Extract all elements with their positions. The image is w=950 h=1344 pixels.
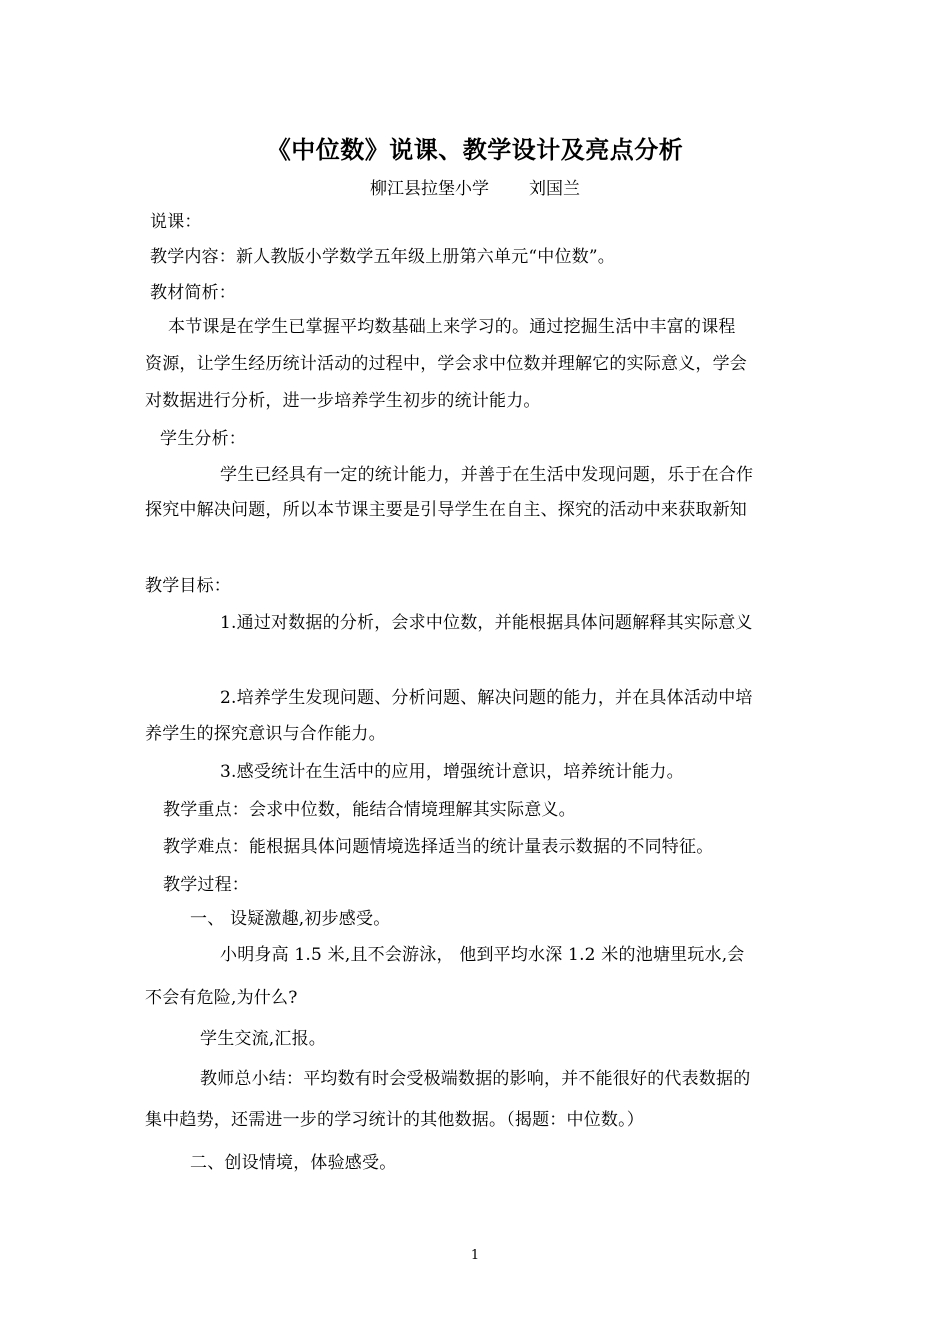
paragraph-line: 不会有危险,为什么?	[145, 988, 298, 1008]
section-heading-goals: 教学目标：	[145, 576, 231, 596]
paragraph-line: 教师总小结：平均数有时会受极端数据的影响，并不能很好的代表数据的	[200, 1069, 751, 1089]
section-heading-process: 教学过程：	[163, 875, 249, 895]
author-name: 刘国兰	[529, 179, 580, 199]
process-step: 二、创设情境，体验感受。	[190, 1153, 397, 1173]
paragraph-line: 小明身高 1.5 米,且不会游泳， 他到平均水深 1.2 米的池塘里玩水,会	[220, 945, 745, 965]
paragraph-line: 学生交流,汇报。	[200, 1029, 327, 1049]
section-heading-shuoke: 说课：	[150, 212, 202, 232]
document-title: 《中位数》说课、教学设计及亮点分析	[266, 135, 684, 164]
paragraph-line: 集中趋势，还需进一步的学习统计的其他数据。（揭题：中位数。）	[145, 1110, 644, 1130]
author-line	[0, 178, 950, 200]
page-number: 1	[470, 1248, 480, 1263]
section-heading-students: 学生分析：	[160, 429, 246, 449]
goal-item: 2.培养学生发现问题、分析问题、解决问题的能力，并在具体活动中培	[220, 688, 753, 708]
section-heading-material: 教材简析：	[150, 283, 236, 303]
paragraph-line: 学生已经具有一定的统计能力，并善于在生活中发现问题，乐于在合作	[220, 465, 754, 485]
goal-item: 1.通过对数据的分析，会求中位数，并能根据具体问题解释其实际意义	[220, 613, 753, 633]
teaching-difficulty: 教学难点：能根据具体问题情境选择适当的统计量表示数据的不同特征。	[163, 837, 714, 857]
paragraph-line: 对数据进行分析，进一步培养学生初步的统计能力。	[145, 391, 541, 411]
goal-item: 3.感受统计在生活中的应用，增强统计意识，培养统计能力。	[220, 762, 684, 782]
paragraph-line: 资源，让学生经历统计活动的过程中，学会求中位数并理解它的实际意义，学会	[145, 354, 747, 374]
paragraph-line: 本节课是在学生已掌握平均数基础上来学习的。通过挖掘生活中丰富的课程	[168, 317, 736, 337]
teaching-key-point: 教学重点：会求中位数，能结合情境理解其实际意义。	[163, 800, 576, 820]
process-step: 一、 设疑激趣,初步感受。	[190, 909, 391, 929]
paragraph-line: 养学生的探究意识与合作能力。	[145, 724, 386, 744]
teaching-content: 教学内容：新人教版小学数学五年级上册第六单元“中位数”。	[150, 247, 615, 267]
author-school: 柳江县拉堡小学	[370, 179, 489, 199]
paragraph-line: 探究中解决问题，所以本节课主要是引导学生在自主、探究的活动中来获取新知	[145, 500, 747, 520]
